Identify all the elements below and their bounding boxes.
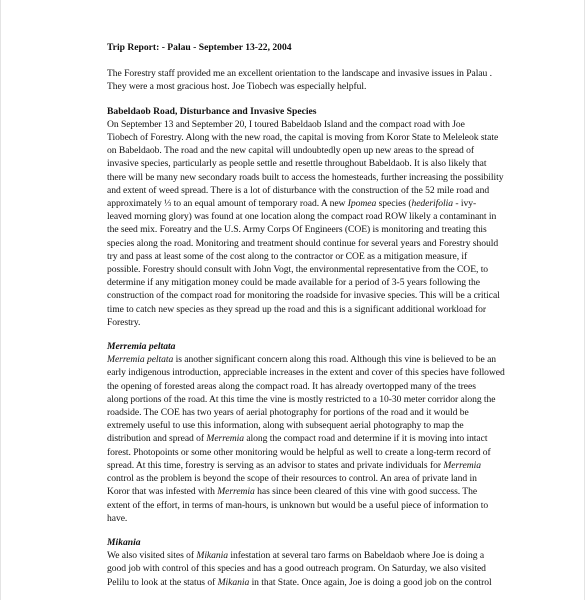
paragraph-line — [107, 432, 488, 445]
text-run: forest. Photopoints or some other monitoring would be helpful as well to create a long-term record of — [107, 446, 491, 458]
paragraph-line — [107, 131, 499, 144]
text-run: extremely useful to use this information, along with subsequent aerial photography to map the — [107, 420, 464, 432]
paragraph-line — [107, 576, 492, 589]
intro-line: The Forestry staff provided me an excellent orientation to the landscape and invasive issues in Palau . — [107, 68, 492, 80]
text-run: and extent of weed spread. There is a lot of disturbance with the construction of the 52 mile road and — [107, 184, 490, 196]
section-heading-mikania: Mikania — [107, 536, 141, 548]
paragraph-line — [107, 353, 497, 366]
paragraph-line — [107, 289, 500, 302]
text-run: roadside. The COE has two years of aerial photography for portions of the road and it would be — [107, 407, 469, 419]
text-run: Pelilu to look at the status of — [107, 576, 218, 588]
text-run: spread. At this time, forestry is serving as an advisor to states and private individuals for — [107, 459, 444, 471]
section-heading-babeldaob-road: Babeldaob Road, Disturbance and Invasive Species — [107, 105, 317, 117]
text-run: determine if any mitigation money could be made available for a period of 3-5 years following the — [107, 277, 480, 289]
paragraph-line — [107, 562, 486, 575]
text-run: We also visited sites of — [107, 550, 197, 562]
paragraph-line — [107, 485, 481, 498]
paragraph-line — [107, 144, 481, 157]
text-run: in that State. Once again, Joe is doing a good job on the control — [249, 576, 492, 588]
text-run: Koror that was infested with — [107, 486, 218, 498]
paragraph-line — [107, 250, 481, 263]
intro-paragraph — [107, 67, 492, 93]
text-run: invasive species, particularly as people settle and resettle throughout Babeldaob. It is also likely that — [107, 158, 487, 170]
species-name: Mikania — [196, 550, 228, 562]
paragraph-line — [107, 499, 489, 512]
paragraph-line — [107, 184, 490, 197]
text-run: On September 13 and September 20, I toured Babeldaob Island and the compact road with Joe — [107, 118, 465, 130]
paragraph-line — [107, 472, 481, 485]
species-name: Mikania — [217, 576, 250, 588]
paragraph-line — [107, 157, 487, 170]
text-run: along portions of the road. At this time the vine is mostly restricted to a 10-30 meter corridor along the — [107, 393, 496, 405]
text-run: early indigenous introduction, appreciable increases in the extent and cover of this species have followed — [107, 367, 505, 379]
paragraph-line — [107, 197, 481, 210]
text-run: time to catch new species as they spread up the road and this is a significant additional workload for — [107, 303, 487, 315]
species-name: Ipomea — [347, 198, 377, 210]
paragraph-line — [107, 419, 481, 432]
paragraph-line — [107, 446, 491, 459]
paragraph-line — [107, 223, 487, 236]
text-run: Forestry. — [107, 316, 141, 328]
report-title: Trip Report: - Palau - September 13-22, 2004 — [107, 42, 292, 53]
text-run: have. — [107, 512, 128, 524]
text-run: the opening of forested areas along the compact road. It has already overtopped many of the trees — [107, 380, 476, 392]
text-run: control as the problem is beyond the scope of their resources to control. An area of private land in — [107, 473, 477, 485]
paragraph-line — [107, 237, 499, 250]
intro-line: They were a most gracious host. Joe Tiobech was especially helpful. — [107, 81, 367, 93]
species-name: Merremia — [443, 459, 481, 471]
paragraph-line — [107, 366, 505, 379]
paragraph-line — [107, 512, 481, 525]
text-run: has since been cleared of this vine with good success. The — [254, 486, 478, 498]
text-run: possible. Forestry should consult with John Vogt, the environmental representative from the COE, to — [107, 264, 489, 276]
text-run: there will be many new secondary roads built to access the homesteads, further increasing the possibility — [107, 171, 504, 183]
paragraph-line — [107, 276, 481, 289]
document-body — [107, 41, 505, 600]
text-run: try and pass at least some of the cost along to the contractor or COE as a mitigation measure, if — [107, 250, 468, 262]
paragraph-line — [107, 171, 504, 184]
text-run: the seed mix. Foreatry and the U.S. Army Corps Of Engineers (COE) is monitoring and treating this — [107, 224, 487, 236]
paragraph-line — [107, 210, 497, 223]
text-run: distribution and spread of — [107, 433, 207, 445]
section-mikania-body — [107, 549, 492, 589]
paragraph-line — [107, 549, 485, 562]
text-run: leaved morning glory) was found at one location along the compact road ROW likely a contaminant in — [107, 211, 497, 223]
text-run: infestation at several taro farms on Babeldaob where Joe is doing a — [228, 550, 485, 562]
species-name: Merremia — [206, 433, 244, 445]
text-run: is another significant concern along this road. Although this vine is believed to be an — [173, 354, 497, 366]
paragraph-line — [107, 459, 481, 472]
species-name: Merremia peltata — [107, 354, 174, 366]
text-run: construction of the compact road for monitoring the roadside for invasive species. This will be a critical — [107, 290, 500, 302]
paragraph-line — [107, 406, 481, 419]
text-run: along the compact road and determine if it is moving into intact — [244, 433, 488, 445]
paragraph-line — [107, 380, 481, 393]
text-run: species along the road. Monitoring and treatment should continue for several years and Forestry should — [107, 237, 499, 249]
section-heading-merremia: Merremia peltata — [107, 341, 176, 353]
paragraph-line — [107, 316, 481, 329]
text-run: on Babeldaob. The road and the new capital will undoubtedly open up new areas to the spread of — [107, 145, 475, 157]
paragraph-line — [107, 393, 496, 406]
text-run: species ( — [376, 198, 412, 210]
species-name: Merremia — [217, 486, 255, 498]
paragraph-line — [107, 263, 489, 276]
text-run: good job with control of this species and has a good outreach program. On Saturday, we also visited — [107, 563, 486, 575]
species-name: hederifolia — [411, 198, 454, 210]
section-babeldaob-road-body — [107, 118, 504, 329]
paragraph-line — [107, 118, 481, 131]
section-merremia-body — [107, 353, 505, 525]
text-run: approximately ⅓ to an equal amount of temporary road. A new — [107, 198, 348, 210]
text-run: Tiobech of Forestry. Along with the new road, the capital is moving from Koror State to Meleleok state — [107, 132, 499, 144]
paragraph-line — [107, 303, 487, 316]
text-run: - ivy- — [453, 198, 477, 210]
text-run: extent of the effort, in terms of man-hours, is unknown but would be a useful piece of information to — [107, 499, 489, 511]
